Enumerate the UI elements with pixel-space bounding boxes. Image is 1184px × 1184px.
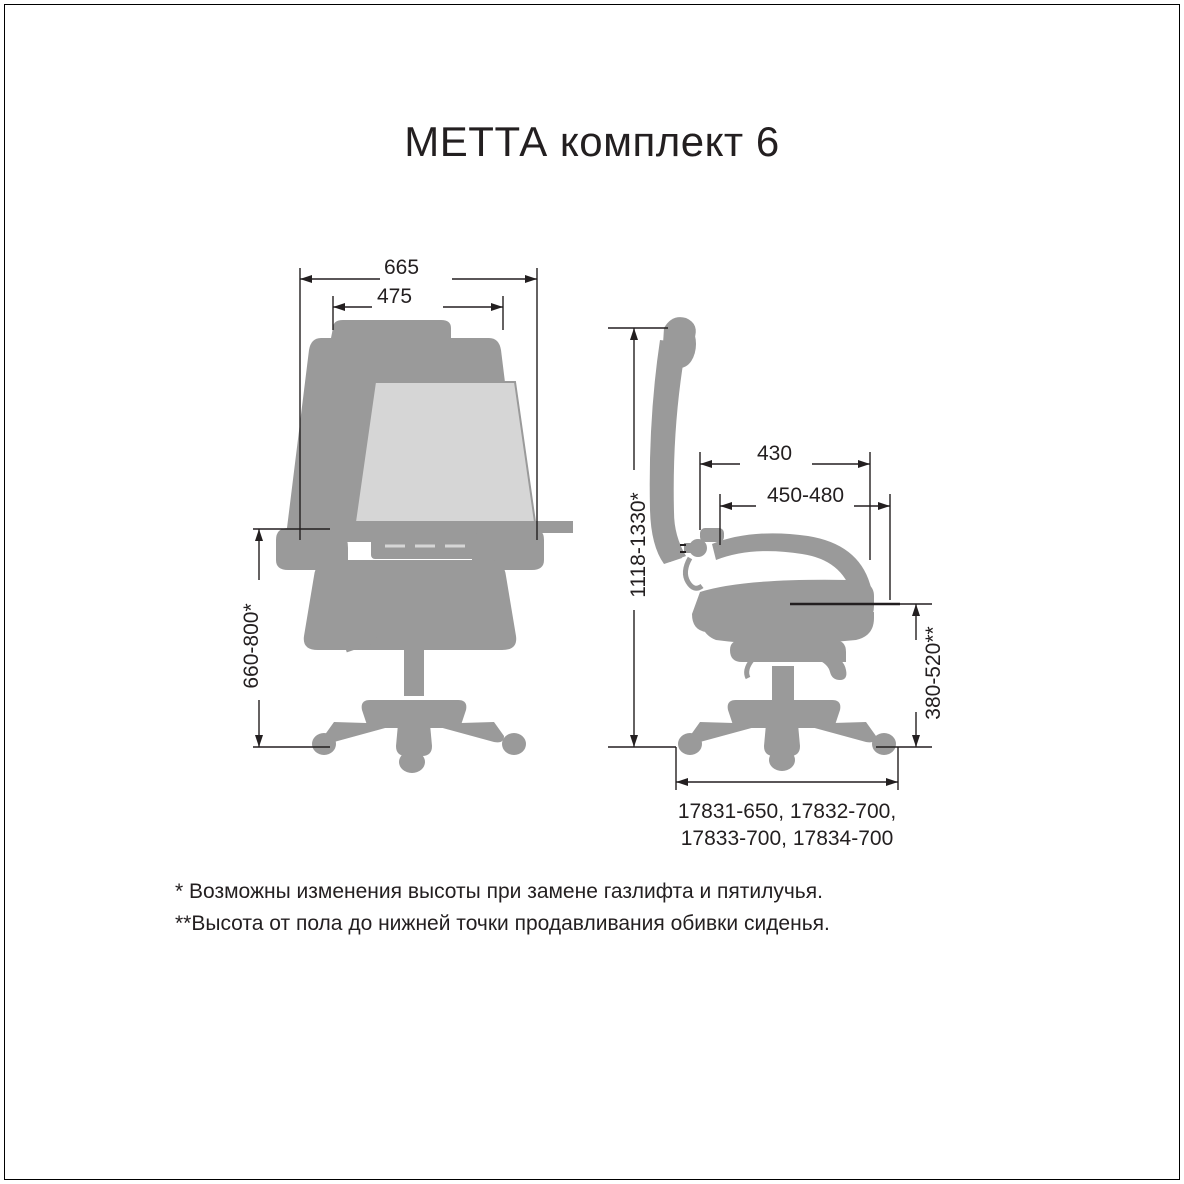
dim-armrest-height: 660-800* xyxy=(240,603,263,689)
footnote-gaslift: * Возможны изменения высоты при замене газлифта и пятилучья. xyxy=(175,880,823,903)
dim-overall-width: 665 xyxy=(384,256,420,279)
product-codes-line1: 17831-650, 17832-700, xyxy=(677,800,897,823)
page-title: МЕТТА комплект 6 xyxy=(404,118,780,165)
footnote-seat-height: **Высота от пола до нижней точки продавливания обивки сиденья. xyxy=(175,912,830,935)
dim-seat-height: 380-520** xyxy=(922,626,945,720)
dim-total-height: 1118-1330* xyxy=(627,492,650,598)
dim-back-width: 475 xyxy=(377,285,413,308)
product-codes-line2: 17833-700, 17834-700 xyxy=(680,827,894,850)
dim-seat-depth: 430 xyxy=(757,442,793,465)
dim-overall-depth: 450-480 xyxy=(767,484,845,507)
front-view-chair xyxy=(276,320,573,773)
side-view-chair xyxy=(650,317,900,771)
